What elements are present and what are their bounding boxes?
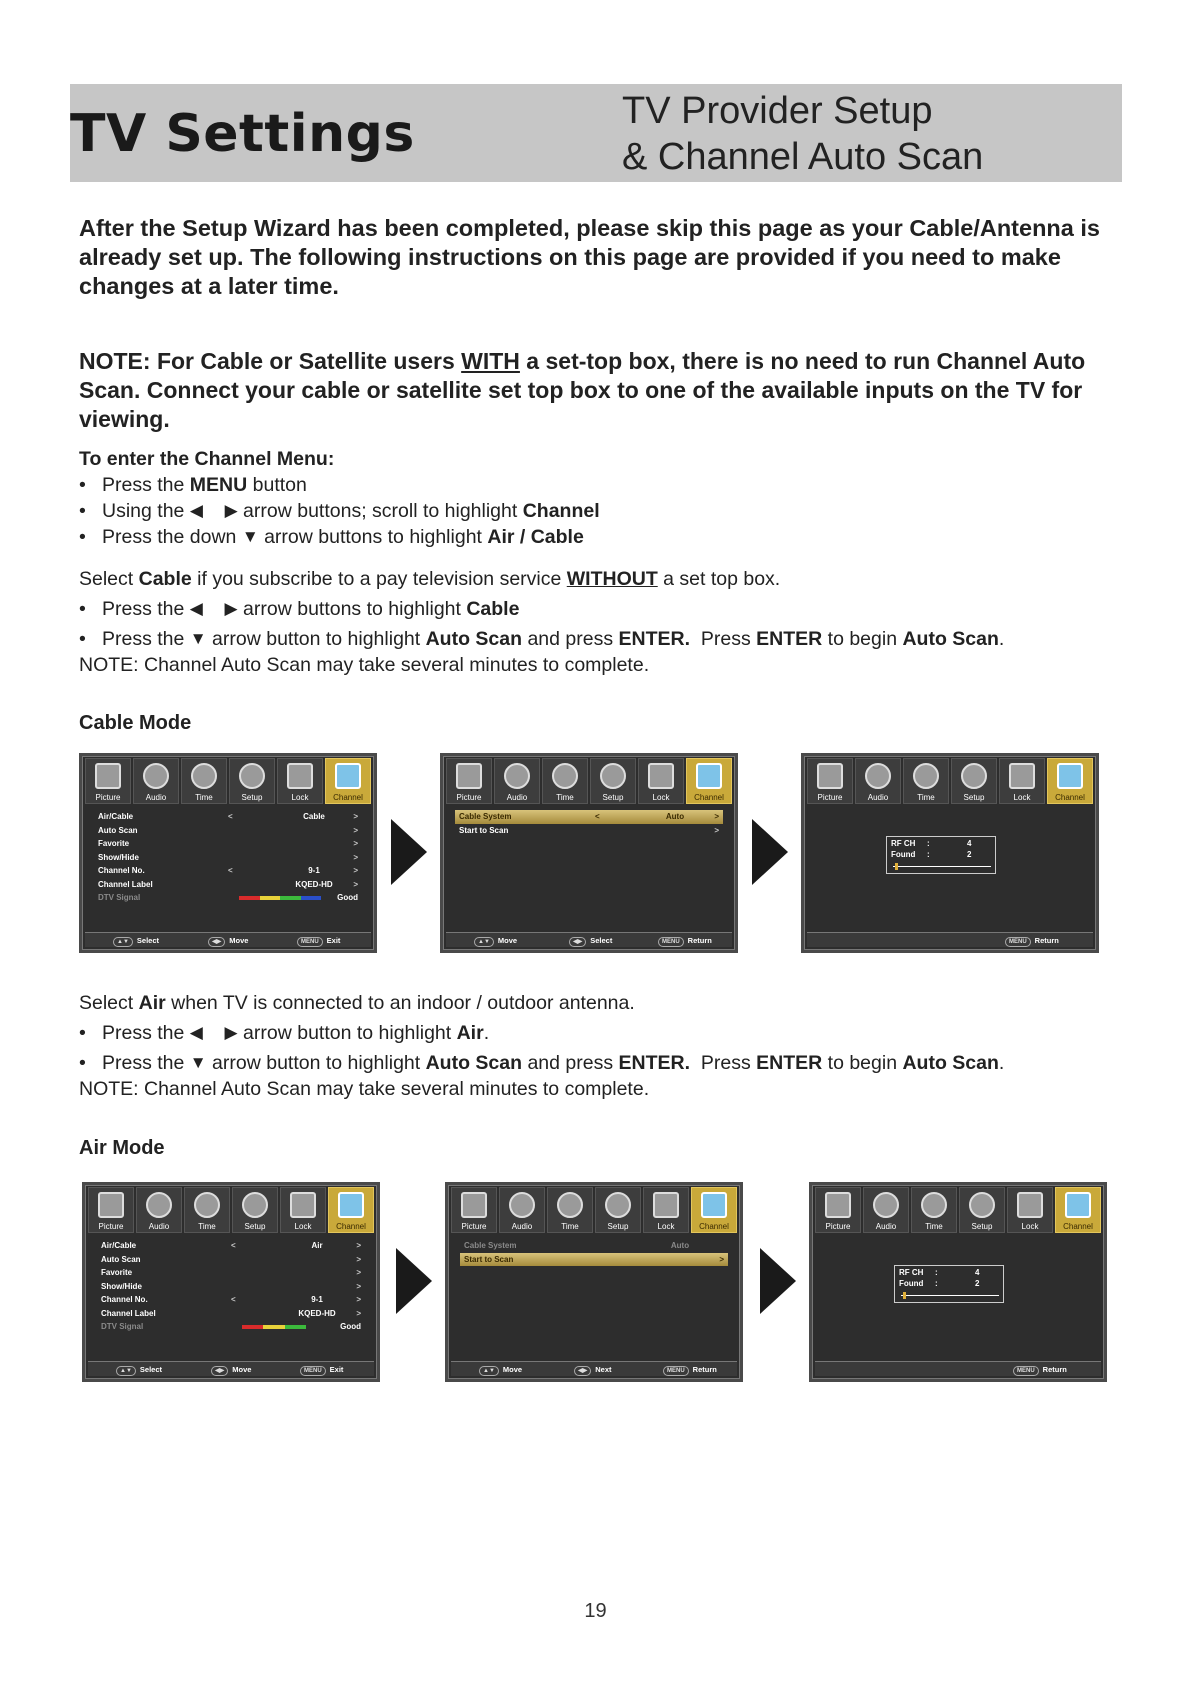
screen-footer: ▲▼ Select ◀▶ Move MENU Exit bbox=[85, 932, 371, 947]
tab-picture[interactable]: Picture bbox=[85, 758, 131, 804]
next-step-arrow-icon bbox=[752, 819, 788, 885]
air-channel-menu-screen bbox=[82, 1182, 380, 1382]
screen-footer: ▲▼ Move ◀▶ Select MENU Return bbox=[446, 932, 732, 947]
down-arrow-icon: ▼ bbox=[241, 527, 259, 546]
tab-lock[interactable]: Lock bbox=[280, 1187, 326, 1233]
monitor-icon bbox=[1065, 1192, 1091, 1218]
tab-time[interactable]: Time bbox=[542, 758, 588, 804]
lock-icon bbox=[653, 1192, 679, 1218]
screen-footer: MENU Return bbox=[815, 1361, 1101, 1376]
gear-icon bbox=[969, 1192, 995, 1218]
left-arrow-icon: ◀ bbox=[189, 1023, 203, 1042]
cable-channel-menu-screen bbox=[79, 753, 377, 953]
gear-icon bbox=[961, 763, 987, 789]
tab-lock[interactable]: Lock bbox=[643, 1187, 689, 1233]
tab-setup[interactable]: Setup bbox=[959, 1187, 1005, 1233]
page-title: TV Settings bbox=[70, 104, 415, 164]
bullet-icon: • bbox=[79, 598, 86, 620]
tab-picture[interactable]: Picture bbox=[815, 1187, 861, 1233]
subtitle-line-1: TV Provider Setup bbox=[622, 90, 933, 132]
tab-picture[interactable]: Picture bbox=[807, 758, 853, 804]
gear-icon bbox=[239, 763, 265, 789]
menu-row-cable-system[interactable]: Cable System < Auto > bbox=[455, 810, 723, 824]
set-top-box-note bbox=[79, 347, 1119, 434]
clock-icon bbox=[194, 1192, 220, 1218]
gear-icon bbox=[605, 1192, 631, 1218]
lock-icon bbox=[648, 763, 674, 789]
tab-setup[interactable]: Setup bbox=[590, 758, 636, 804]
page-number: 19 bbox=[584, 1600, 607, 1622]
tab-audio[interactable]: Audio bbox=[136, 1187, 182, 1233]
screen-footer: MENU Return bbox=[807, 932, 1093, 947]
monitor-icon bbox=[335, 763, 361, 789]
scan-progress-box: RF CH : 4 Found : 2 bbox=[886, 836, 996, 874]
menu-row-cable-system: Cable System Auto bbox=[464, 1241, 690, 1250]
menu-row-dtv-signal: DTV Signal Good bbox=[98, 893, 358, 902]
screen-footer: ▲▼ Move ◀▶ Next MENU Return bbox=[451, 1361, 737, 1376]
cable-scan-progress-screen bbox=[801, 753, 1099, 953]
tab-audio[interactable]: Audio bbox=[855, 758, 901, 804]
lock-icon bbox=[287, 763, 313, 789]
tab-audio[interactable]: Audio bbox=[494, 758, 540, 804]
tab-setup[interactable]: Setup bbox=[232, 1187, 278, 1233]
monitor-icon bbox=[701, 1192, 727, 1218]
right-arrow-icon: ▶ bbox=[224, 501, 238, 520]
menu-row-auto-scan[interactable]: Auto Scan > bbox=[101, 1254, 361, 1264]
monitor-icon bbox=[1057, 763, 1083, 789]
tab-lock[interactable]: Lock bbox=[277, 758, 323, 804]
tab-setup[interactable]: Setup bbox=[229, 758, 275, 804]
menu-row-start-to-scan[interactable]: Start to Scan > bbox=[459, 825, 719, 835]
air-intro: Select Air when TV is connected to an indoor / outdoor antenna. bbox=[79, 992, 635, 1014]
bullet-icon: • bbox=[79, 628, 86, 650]
clock-icon bbox=[913, 763, 939, 789]
next-step-arrow-icon bbox=[391, 819, 427, 885]
tab-audio[interactable]: Audio bbox=[499, 1187, 545, 1233]
menu-row-channel-no[interactable]: Channel No. < 9-1 > bbox=[98, 866, 358, 875]
tab-channel[interactable]: Channel bbox=[1055, 1187, 1101, 1233]
bullet-icon: • bbox=[79, 474, 86, 496]
monitor-icon bbox=[338, 1192, 364, 1218]
tab-audio[interactable]: Audio bbox=[133, 758, 179, 804]
signal-bar bbox=[239, 896, 321, 900]
bullet-icon: • bbox=[79, 526, 86, 548]
left-arrow-icon: ◀ bbox=[189, 599, 203, 618]
tab-audio[interactable]: Audio bbox=[863, 1187, 909, 1233]
menu-row-start-to-scan[interactable]: Start to Scan > bbox=[460, 1253, 728, 1267]
tab-setup[interactable]: Setup bbox=[951, 758, 997, 804]
scan-progress-box: RF CH : 4 Found : 2 bbox=[894, 1265, 1004, 1303]
next-step-arrow-icon bbox=[760, 1248, 796, 1314]
tab-channel[interactable]: Channel bbox=[325, 758, 371, 804]
scan-progress-indicator bbox=[903, 1292, 906, 1299]
menu-row-show-hide[interactable]: Show/Hide > bbox=[98, 852, 358, 862]
music-icon bbox=[509, 1192, 535, 1218]
tab-picture[interactable]: Picture bbox=[451, 1187, 497, 1233]
camera-icon bbox=[456, 763, 482, 789]
enter-menu-step-2: • Using the ◀ ▶ arrow buttons; scroll to highlight Channel bbox=[79, 500, 600, 522]
tab-time[interactable]: Time bbox=[547, 1187, 593, 1233]
next-step-arrow-icon bbox=[396, 1248, 432, 1314]
down-arrow-icon: ▼ bbox=[189, 1053, 207, 1072]
air-mode-title: Air Mode bbox=[79, 1137, 165, 1159]
bullet-icon: • bbox=[79, 1022, 86, 1044]
tab-channel[interactable]: Channel bbox=[686, 758, 732, 804]
menu-row-air-cable[interactable]: Air/Cable < Cable > bbox=[98, 812, 358, 821]
cable-intro: Select Cable if you subscribe to a pay television service WITHOUT a set top box. bbox=[79, 568, 781, 590]
intro-paragraph: After the Setup Wizard has been completed, please skip this page as your Cable/Antenna is already set up. The following instructions on this page are provided if you need to make changes at a later time. bbox=[79, 215, 1100, 299]
music-icon bbox=[504, 763, 530, 789]
cable-mode-title: Cable Mode bbox=[79, 712, 192, 734]
lock-icon bbox=[1017, 1192, 1043, 1218]
gear-icon bbox=[600, 763, 626, 789]
tab-time[interactable]: Time bbox=[911, 1187, 957, 1233]
page-header bbox=[70, 84, 1122, 182]
lock-icon bbox=[1009, 763, 1035, 789]
page-subtitle bbox=[622, 88, 983, 180]
camera-icon bbox=[461, 1192, 487, 1218]
subtitle-line-2: & Channel Auto Scan bbox=[622, 136, 984, 178]
clock-icon bbox=[557, 1192, 583, 1218]
menu-row-favorite[interactable]: Favorite > bbox=[101, 1268, 361, 1277]
air-auto-scan-screen bbox=[445, 1182, 743, 1382]
tab-time[interactable]: Time bbox=[184, 1187, 230, 1233]
bullet-icon: • bbox=[79, 1052, 86, 1074]
cable-step-2: • Press the ▼ arrow button to highlight Auto Scan and press ENTER. Press ENTER to begin Auto Scan. bbox=[79, 628, 1005, 650]
lock-icon bbox=[290, 1192, 316, 1218]
scan-progress-indicator bbox=[895, 863, 898, 870]
tab-channel[interactable]: Channel bbox=[328, 1187, 374, 1233]
menu-row-dtv-signal: DTV Signal Good bbox=[101, 1322, 361, 1331]
enter-menu-step-1: • Press the MENU button bbox=[79, 474, 307, 496]
tab-channel[interactable]: Channel bbox=[1047, 758, 1093, 804]
camera-icon bbox=[98, 1192, 124, 1218]
right-arrow-icon: ▶ bbox=[224, 1023, 238, 1042]
cable-note: NOTE: Channel Auto Scan may take several minutes to complete. bbox=[79, 654, 650, 676]
menu-row-channel-label[interactable]: Channel Label KQED-HD > bbox=[101, 1308, 361, 1318]
menu-row-favorite[interactable]: Favorite > bbox=[98, 839, 358, 848]
note-text-2: a set-top box, there is no need to run Channel Auto Scan. Connect your cable or satellite set top box to one of the available inputs on the TV for viewing. bbox=[79, 348, 1086, 432]
cable-step-1: • Press the ◀ ▶ arrow buttons to highlight Cable bbox=[79, 598, 520, 620]
clock-icon bbox=[552, 763, 578, 789]
enter-menu-heading: To enter the Channel Menu: bbox=[79, 448, 335, 470]
menu-row-auto-scan[interactable]: Auto Scan > bbox=[98, 825, 358, 835]
cable-auto-scan-screen bbox=[440, 753, 738, 953]
clock-icon bbox=[921, 1192, 947, 1218]
tab-channel[interactable]: Channel bbox=[691, 1187, 737, 1233]
menu-row-channel-label[interactable]: Channel Label KQED-HD > bbox=[98, 879, 358, 889]
left-arrow-icon: ◀ bbox=[189, 501, 203, 520]
camera-icon bbox=[95, 763, 121, 789]
right-arrow-icon: ▶ bbox=[224, 599, 238, 618]
note-underlined: WITH bbox=[461, 348, 520, 374]
air-scan-progress-screen bbox=[809, 1182, 1107, 1382]
clock-icon bbox=[191, 763, 217, 789]
air-step-2: • Press the ▼ arrow button to highlight Auto Scan and press ENTER. Press ENTER to begin Auto Scan. bbox=[79, 1052, 1005, 1074]
menu-row-show-hide[interactable]: Show/Hide > bbox=[101, 1281, 361, 1291]
menu-row-air-cable[interactable]: Air/Cable < Air > bbox=[101, 1241, 361, 1250]
camera-icon bbox=[825, 1192, 851, 1218]
menu-tabs bbox=[85, 758, 371, 804]
music-icon bbox=[873, 1192, 899, 1218]
tab-setup[interactable]: Setup bbox=[595, 1187, 641, 1233]
camera-icon bbox=[817, 763, 843, 789]
monitor-icon bbox=[696, 763, 722, 789]
tab-picture[interactable]: Picture bbox=[88, 1187, 134, 1233]
scan-progress-bar bbox=[893, 866, 991, 867]
tab-lock[interactable]: Lock bbox=[1007, 1187, 1053, 1233]
enter-menu-step-3: • Press the down ▼ arrow buttons to highlight Air / Cable bbox=[79, 526, 584, 548]
tab-time[interactable]: Time bbox=[903, 758, 949, 804]
menu-row-channel-no[interactable]: Channel No. < 9-1 > bbox=[101, 1295, 361, 1304]
screen-footer: ▲▼ Select ◀▶ Move MENU Exit bbox=[88, 1361, 374, 1376]
bullet-icon: • bbox=[79, 500, 86, 522]
music-icon bbox=[865, 763, 891, 789]
scan-progress-bar bbox=[901, 1295, 999, 1296]
air-note: NOTE: Channel Auto Scan may take several minutes to complete. bbox=[79, 1078, 650, 1100]
music-icon bbox=[143, 763, 169, 789]
signal-bar bbox=[242, 1325, 306, 1329]
tab-lock[interactable]: Lock bbox=[638, 758, 684, 804]
music-icon bbox=[146, 1192, 172, 1218]
tab-lock[interactable]: Lock bbox=[999, 758, 1045, 804]
down-arrow-icon: ▼ bbox=[189, 629, 207, 648]
note-text-1: NOTE: For Cable or Satellite users bbox=[79, 348, 462, 374]
tab-picture[interactable]: Picture bbox=[446, 758, 492, 804]
air-step-1: • Press the ◀ ▶ arrow button to highlight Air. bbox=[79, 1022, 490, 1044]
gear-icon bbox=[242, 1192, 268, 1218]
tab-time[interactable]: Time bbox=[181, 758, 227, 804]
